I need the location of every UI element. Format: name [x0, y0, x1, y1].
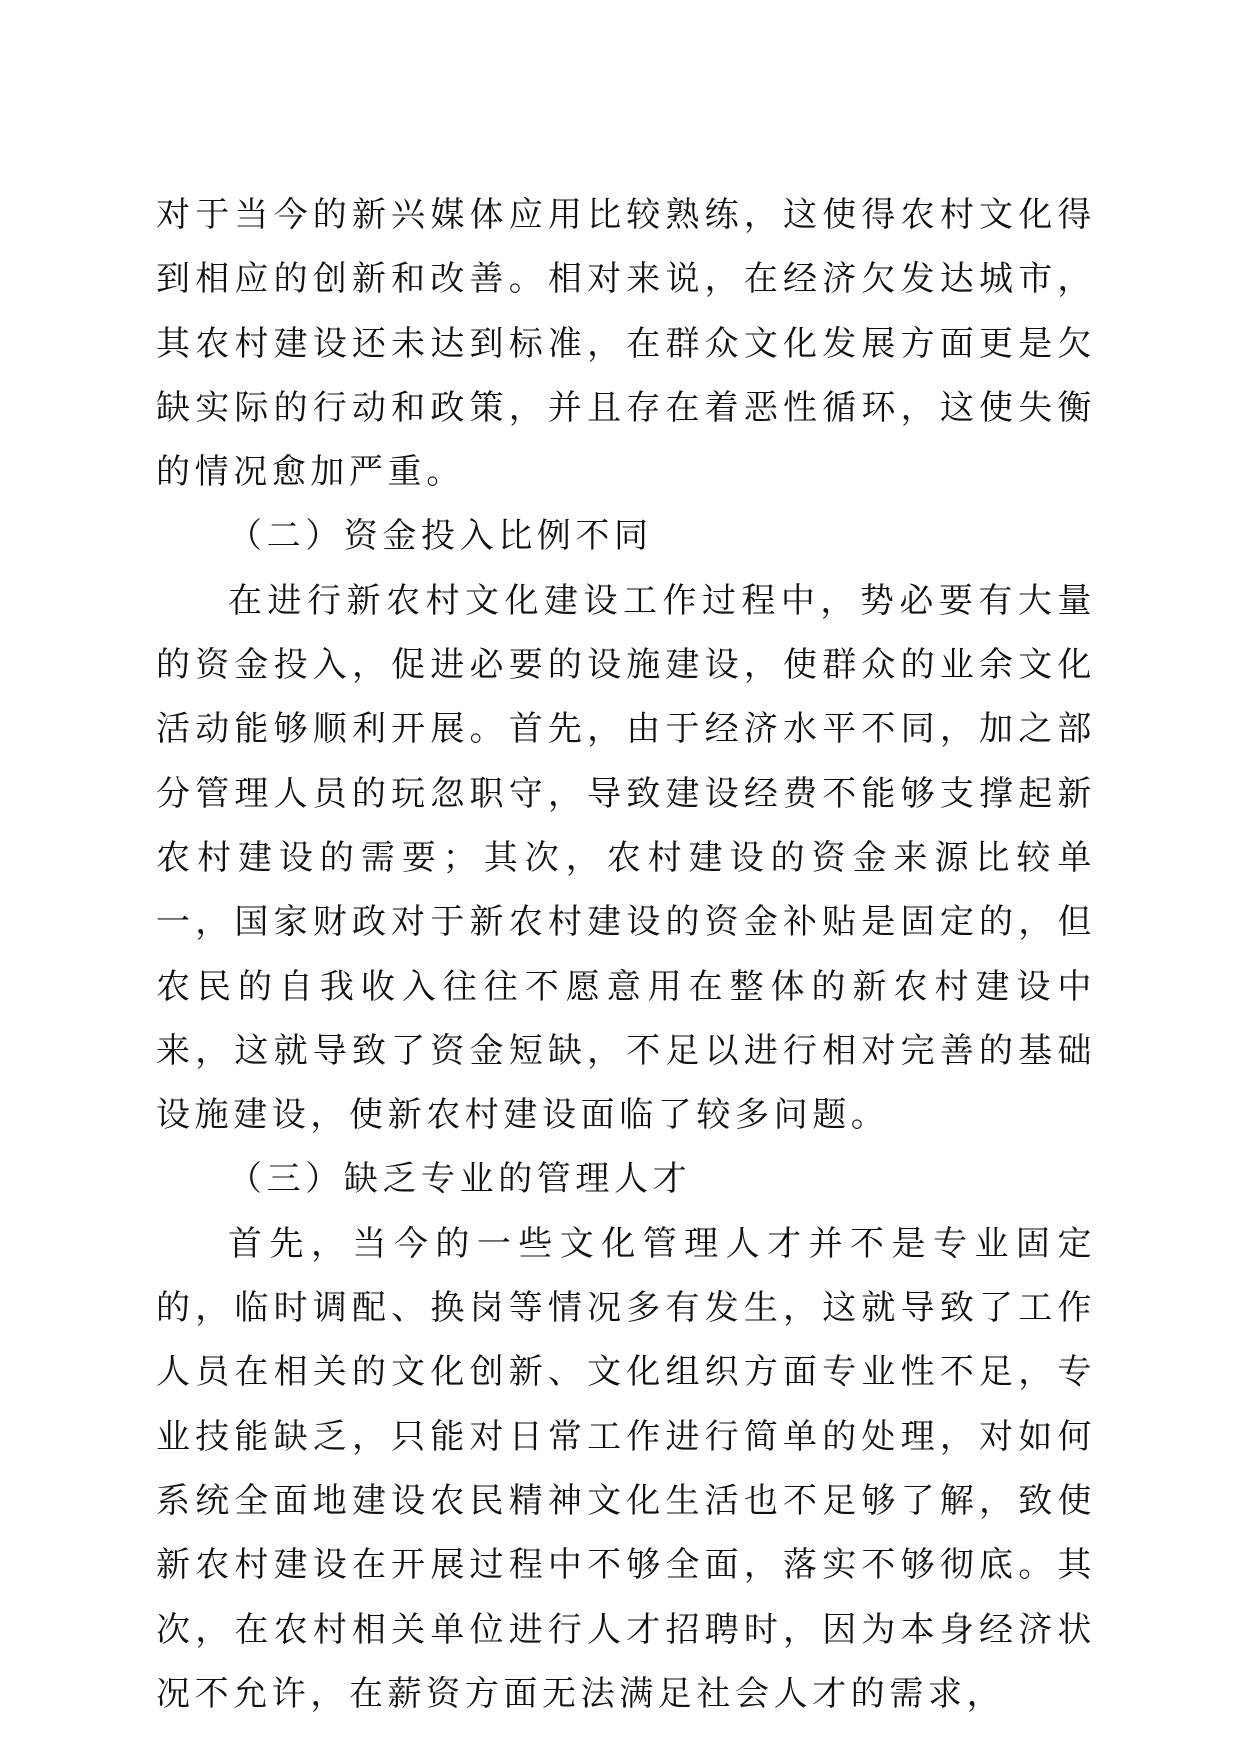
- paragraph-funding: 在进行新农村文化建设工作过程中，势必要有大量的资金投入，促进必要的设施建设，使群众的业余文化活动能够顺利开展。首先，由于经济水平不同，加之部分管理人员的玩忽职守，导致建设经费不能够支撑起新农村建设的需要；其次，农村建设的资金来源比较单一，国家财政对于新农村建设的资金补贴是固定的，但农民的自我收入往往不愿意用在整体的新农村建设中来，这就导致了资金短缺，不足以进行相对完善的基础设施建设，使新农村建设面临了较多问题。: [156, 580, 1096, 1136]
- paragraph-continued: 对于当今的新兴媒体应用比较熟练，这使得农村文化得到相应的创新和改善。相对来说，在经济欠发达城市，其农村建设还未达到标准，在群众文化发展方面更是欠缺实际的行动和政策，并且存在着恶性循环，这使失衡的情况愈加严重。: [156, 195, 1096, 493]
- document-body: [156, 183, 1096, 1726]
- section-heading-talent: （三）缺乏专业的管理人才: [228, 1159, 692, 1200]
- section-heading-funding: （二）资金投入比例不同: [228, 516, 653, 557]
- paragraph-talent: 首先，当今的一些文化管理人才并不是专业固定的，临时调配、换岗等情况多有发生，这就导致了工作人员在相关的文化创新、文化组织方面专业性不足，专业技能缺乏，只能对日常工作进行简单的处理，对如何系统全面地建设农民精神文化生活也不足够了解，致使新农村建设在开展过程中不够全面，落实不够彻底。其次，在农村相关单位进行人才招聘时，因为本身经济状况不允许，在薪资方面无法满足社会人才的需求，: [156, 1223, 1096, 1714]
